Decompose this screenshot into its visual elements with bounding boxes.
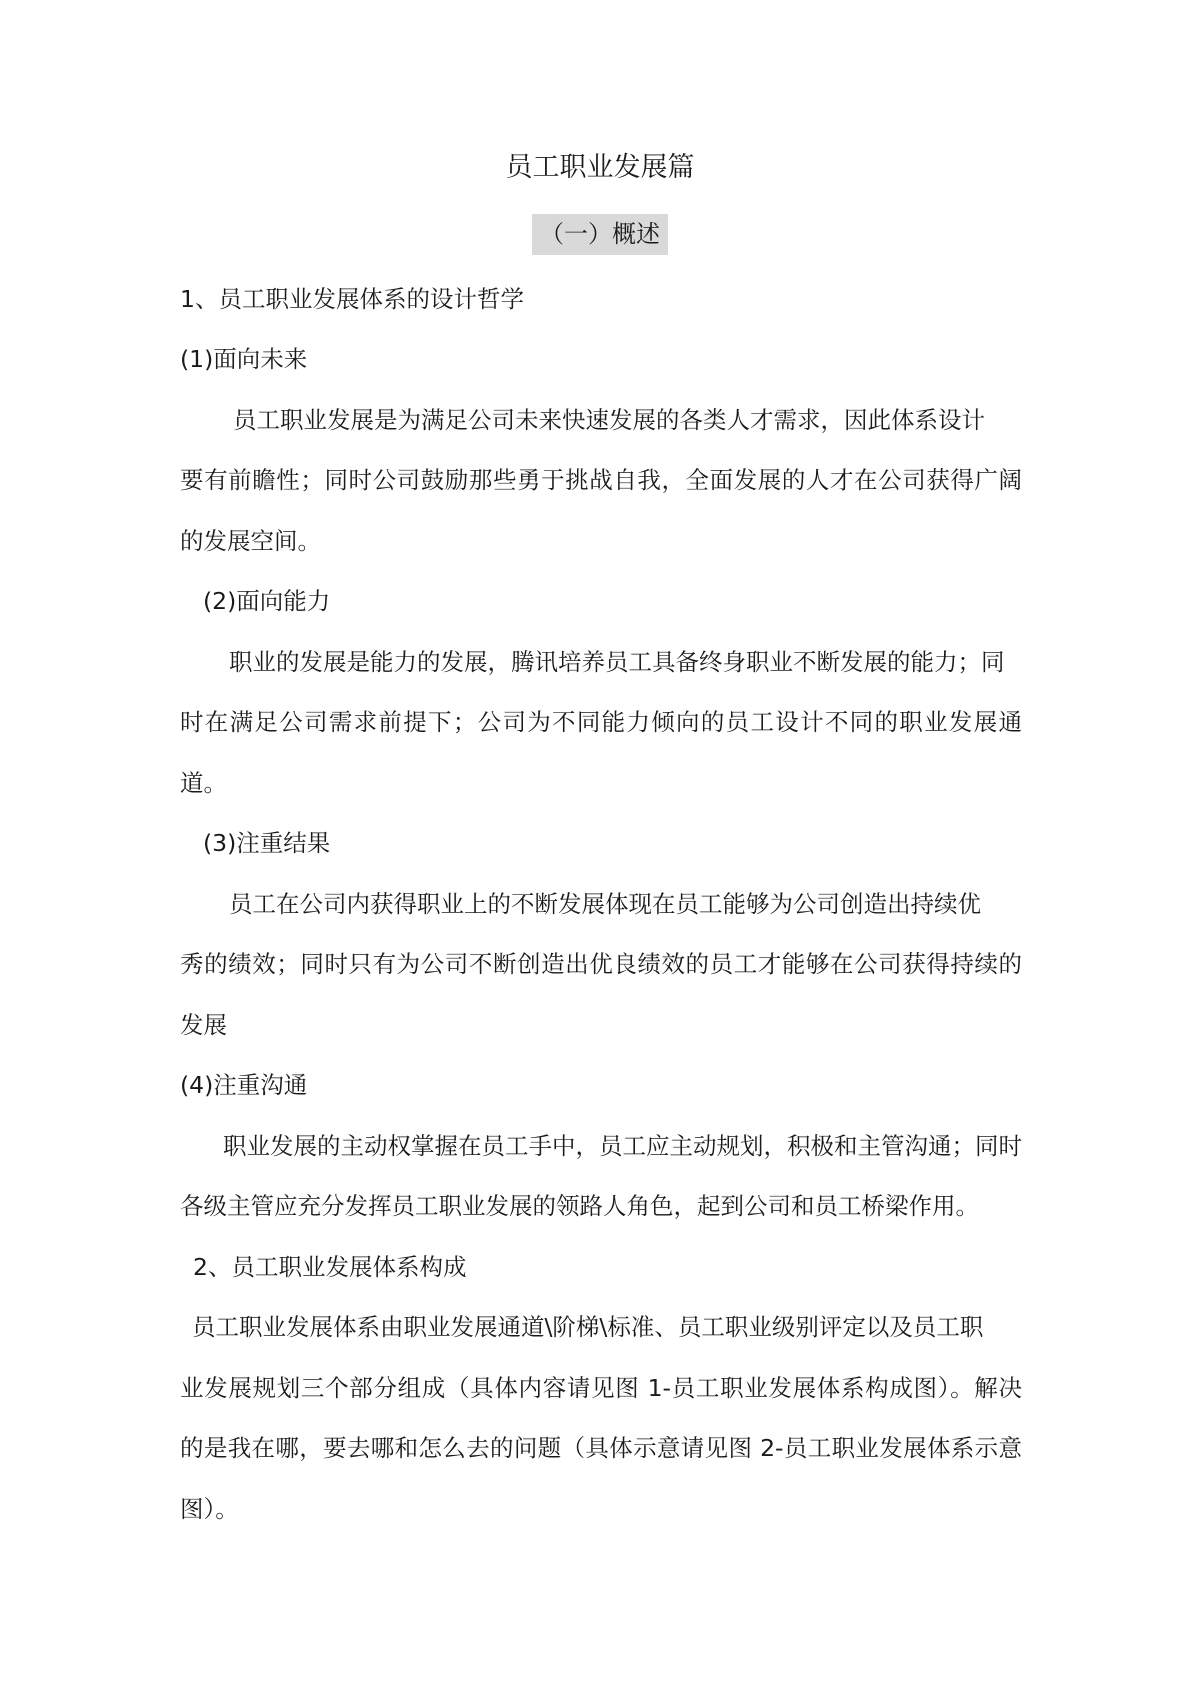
paragraph-line: 的发展空间。 — [180, 527, 321, 555]
heading-system-composition: 2、员工职业发展体系构成 — [193, 1253, 467, 1281]
paragraph-line: 员工在公司内获得职业上的不断发展体现在员工能够为公司创造出持续优 — [229, 890, 981, 918]
paragraph-line: 员工职业发展是为满足公司未来快速发展的各类人才需求，因此体系设计 — [233, 406, 985, 434]
paragraph-line: 职业的发展是能力的发展，腾讯培养员工具备终身职业不断发展的能力；同 — [229, 648, 1005, 676]
paragraph-line: 职业发展的主动权掌握在员工手中，员工应主动规划，积极和主管沟通；同时 — [223, 1132, 1022, 1160]
subheading-communication: (4)注重沟通 — [180, 1071, 308, 1099]
paragraph-line: 道。 — [180, 769, 227, 797]
subheading-ability: (2)面向能力 — [203, 587, 331, 615]
heading-design-philosophy: 1、员工职业发展体系的设计哲学 — [180, 285, 524, 313]
paragraph-line: 时在满足公司需求前提下；公司为不同能力倾向的员工设计不同的职业发展通 — [180, 708, 1022, 736]
paragraph-line: 发展 — [180, 1011, 227, 1039]
subheading-results: (3)注重结果 — [203, 829, 331, 857]
paragraph-line: 要有前瞻性；同时公司鼓励那些勇于挑战自我，全面发展的人才在公司获得广阔 — [180, 466, 1022, 494]
paragraph-line: 各级主管应充分发挥员工职业发展的领路人角色，起到公司和员工桥梁作用。 — [180, 1192, 979, 1220]
subheading-future: (1)面向未来 — [180, 345, 308, 373]
paragraph-line: 秀的绩效；同时只有为公司不断创造出优良绩效的员工才能够在公司获得持续的 — [180, 950, 1022, 978]
paragraph-line: 业发展规划三个部分组成（具体内容请见图 1-员工职业发展体系构成图）。解决 — [180, 1374, 1022, 1402]
paragraph-line: 图）。 — [180, 1495, 239, 1523]
paragraph-line: 的是我在哪，要去哪和怎么去的问题（具体示意请见图 2-员工职业发展体系示意 — [180, 1434, 1022, 1462]
paragraph-line: 员工职业发展体系由职业发展通道\阶梯\标准、员工职业级别评定以及员工职 — [192, 1313, 984, 1341]
section-heading: （一）概述 — [532, 214, 668, 255]
section-heading-wrap — [0, 214, 1200, 255]
document-title: 员工职业发展篇 — [505, 152, 695, 183]
